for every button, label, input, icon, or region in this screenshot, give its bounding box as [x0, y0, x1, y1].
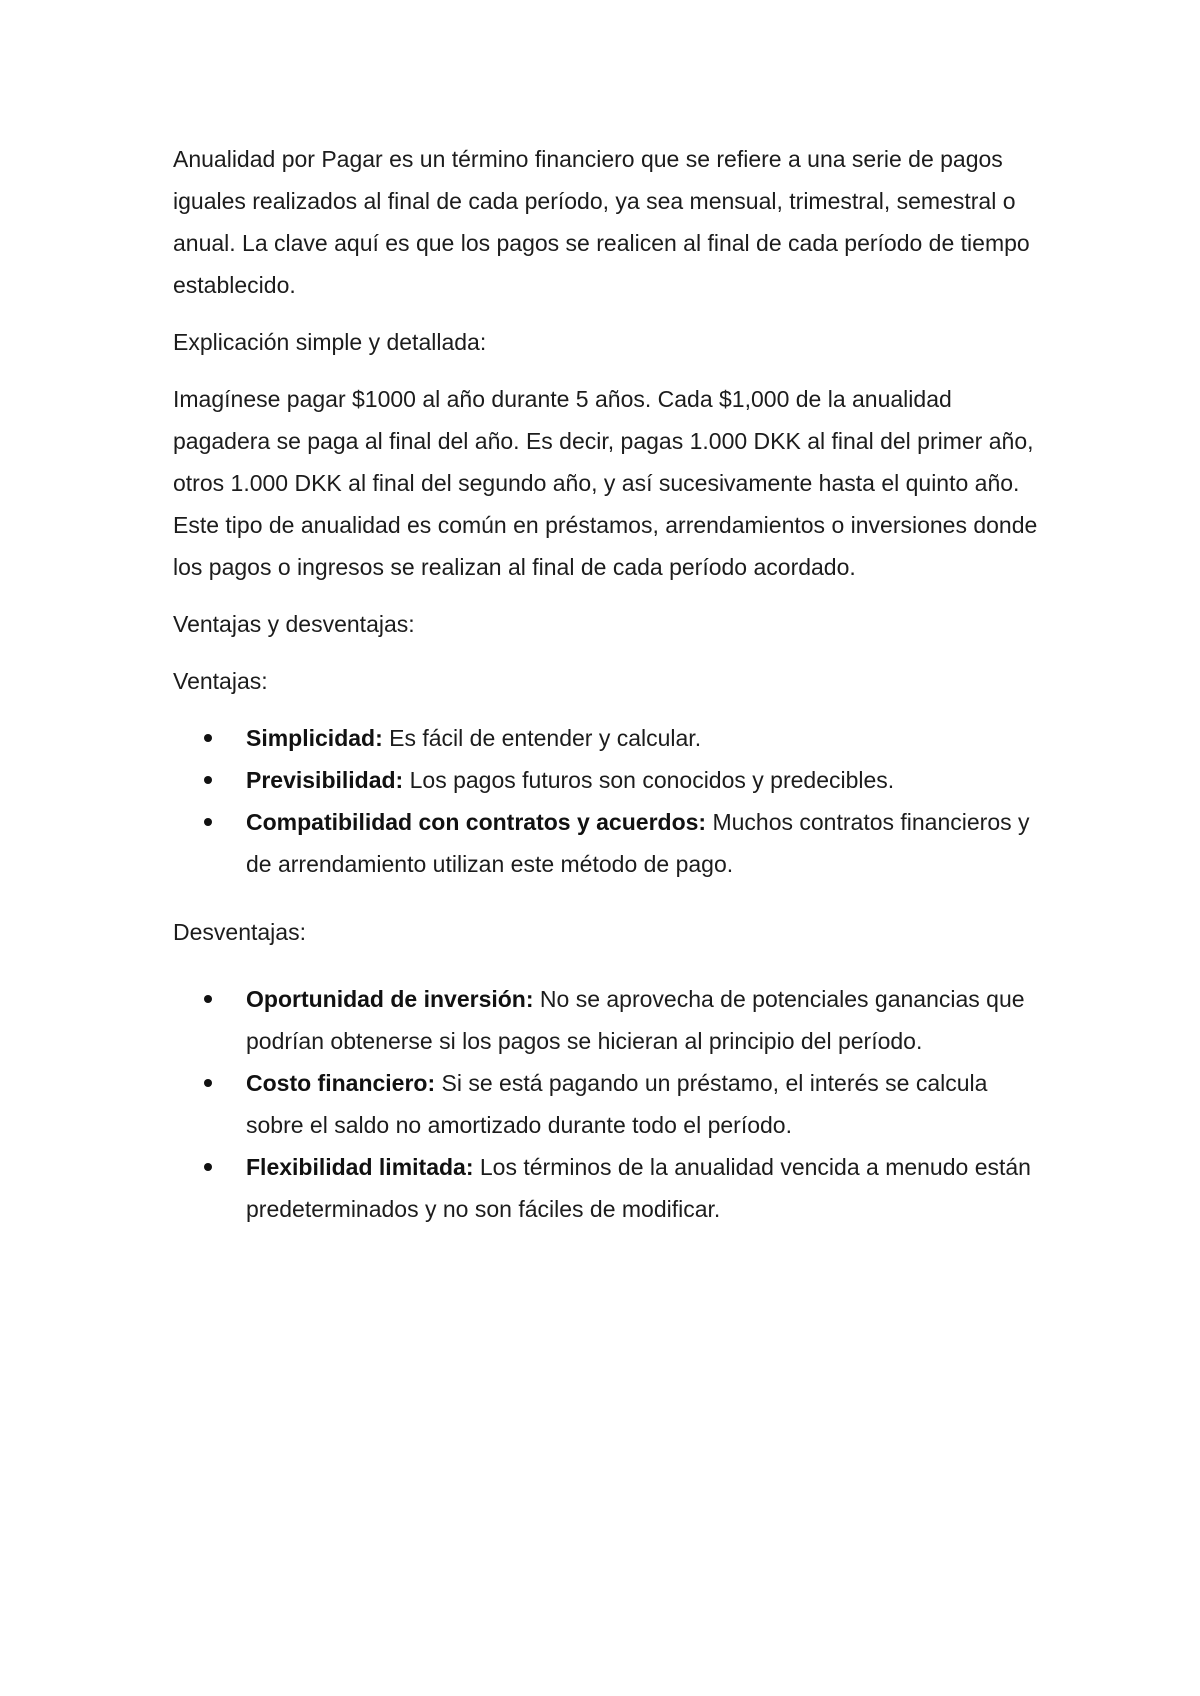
document-page: [173, 138, 1043, 1256]
bullet-icon: [204, 1163, 212, 1171]
list-item: [246, 1062, 1043, 1146]
pros-cons-heading: Ventajas y desventajas:: [173, 611, 415, 637]
bullet-icon: [204, 1079, 212, 1087]
list-item: [246, 1146, 1043, 1230]
list-item-term: Simplicidad:: [246, 725, 383, 751]
list-item-text: Los términos de la anualidad vencida a menudo están predeterminados y no son fáciles de modificar.: [246, 1154, 1031, 1222]
list-item-term: Previsibilidad:: [246, 767, 404, 793]
explanation-paragraph: Imagínese pagar $1000 al año durante 5 años. Cada $1,000 de la anualidad pagadera se paga al final del año. Es decir, pagas 1.000 DKK al final del primer año, otros 1.000 DKK al final del segundo año, y así sucesivamente hasta el quinto año. Este tipo de anualidad es común en préstamos, arrendamientos o inversiones donde los pagos o ingresos se realizan al final de cada período acordado.: [173, 386, 1038, 580]
list-item-term: Flexibilidad limitada:: [246, 1154, 474, 1180]
bullet-icon: [204, 995, 212, 1003]
list-item: [246, 759, 1043, 801]
bullet-icon: [204, 776, 212, 784]
advantages-heading: Ventajas:: [173, 668, 268, 694]
explanation-heading: Explicación simple y detallada:: [173, 329, 487, 355]
intro-paragraph: Anualidad por Pagar es un término financiero que se refiere a una serie de pagos iguales realizados al final de cada período, ya sea mensual, trimestral, semestral o anual. La clave aquí es que los pagos se realicen al final de cada período de tiempo establecido.: [173, 146, 1030, 298]
list-item-term: Compatibilidad con contratos y acuerdos:: [246, 809, 707, 835]
list-item: [246, 978, 1043, 1062]
bullet-icon: [204, 818, 212, 826]
list-item-text: No se aprovecha de potenciales ganancias que podrían obtenerse si los pagos se hicieran al principio del período.: [246, 986, 1025, 1054]
disadvantages-list: [173, 978, 1043, 1230]
disadvantages-heading: Desventajas:: [173, 919, 306, 945]
list-item: [246, 801, 1043, 885]
list-item-text: Si se está pagando un préstamo, el interés se calcula sobre el saldo no amortizado durante todo el período.: [246, 1070, 988, 1138]
bullet-icon: [204, 734, 212, 742]
list-item-text: Los pagos futuros son conocidos y predecibles.: [403, 767, 895, 793]
list-item-text: Es fácil de entender y calcular.: [382, 725, 702, 751]
advantages-list: [173, 717, 1043, 885]
list-item: [246, 717, 1043, 759]
list-item-text: Muchos contratos financieros y de arrendamiento utilizan este método de pago.: [246, 809, 1030, 877]
list-item-term: Costo financiero:: [246, 1070, 436, 1096]
list-item-term: Oportunidad de inversión:: [246, 986, 534, 1012]
